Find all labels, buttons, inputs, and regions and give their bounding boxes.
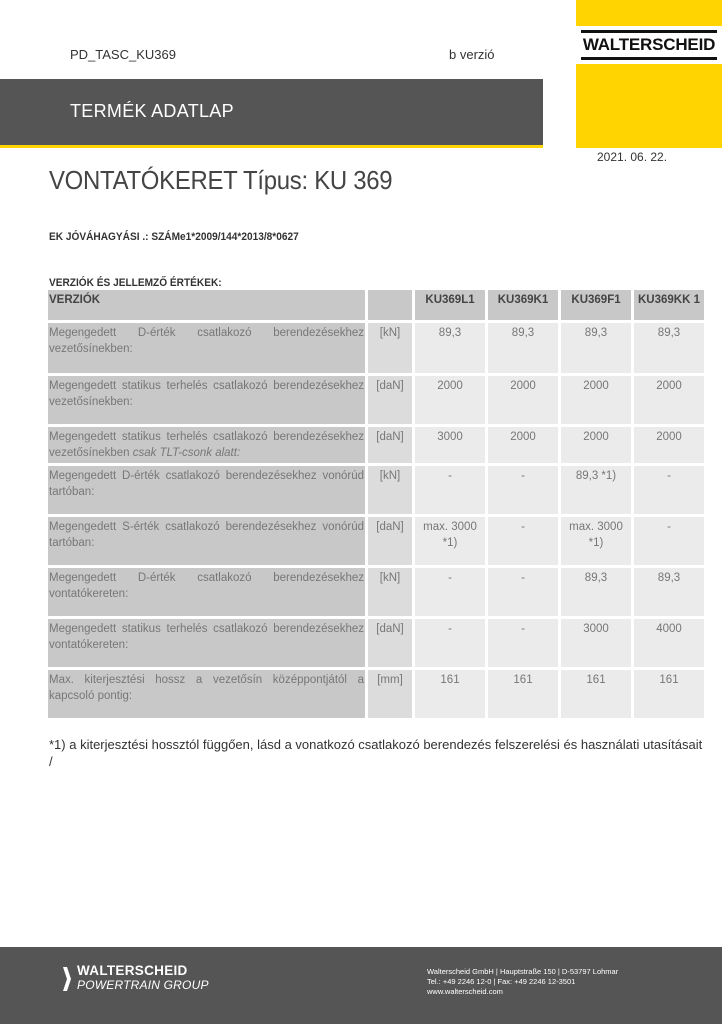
row-label: Megengedett statikus terhelés csatlakozó berendezésekhez vontatókereten: <box>48 619 365 667</box>
row-value: 161 <box>634 670 704 718</box>
footer-brand <box>77 963 209 992</box>
table-row <box>48 568 704 616</box>
row-value: - <box>415 568 485 616</box>
document-date: 2021. 06. 22. <box>597 150 668 164</box>
header-versions-label: VERZIÓK <box>48 290 365 320</box>
row-value: - <box>634 517 704 565</box>
banner-accent-line <box>0 145 543 148</box>
column-header: KU369K1 <box>488 290 558 320</box>
row-value: 3000 <box>415 427 485 463</box>
column-header: KU369L1 <box>415 290 485 320</box>
row-value: 89,3 <box>415 323 485 373</box>
row-value: - <box>488 466 558 514</box>
row-value: 161 <box>488 670 558 718</box>
row-value: 2000 <box>634 427 704 463</box>
logo-text: WALTERSCHEID <box>581 30 717 60</box>
table-row <box>48 427 704 463</box>
row-value: 2000 <box>415 376 485 424</box>
footnote: *1) a kiterjesztési hossztól függően, lásd a vonatkozó csatlakozó berendezés felszerelési és használati utasításait / <box>49 737 703 769</box>
table-row <box>48 323 704 373</box>
table-heading: VERZIÓK ÉS JELLEMZŐ ÉRTÉKEK: <box>49 277 222 289</box>
row-value: 2000 <box>561 376 631 424</box>
row-value: 89,3 <box>561 323 631 373</box>
footer-website-link[interactable]: www.walterscheid.com <box>427 987 503 996</box>
row-value: 89,3 <box>634 568 704 616</box>
footer-brand-name: WALTERSCHEID <box>77 963 188 978</box>
footer-contact-line: Tel.: +49 2246 12-0 | Fax: +49 2246 12-3501 <box>427 977 576 986</box>
row-value: - <box>634 466 704 514</box>
row-value: max. 3000 *1) <box>561 517 631 565</box>
row-value: - <box>488 517 558 565</box>
row-value: 4000 <box>634 619 704 667</box>
table-row <box>48 376 704 424</box>
row-unit: [daN] <box>368 427 412 463</box>
table-header-row <box>48 290 704 320</box>
row-value: 89,3 <box>488 323 558 373</box>
walterscheid-mark-icon <box>61 965 73 993</box>
row-value: 89,3 <box>561 568 631 616</box>
row-unit: [kN] <box>368 568 412 616</box>
row-unit: [kN] <box>368 466 412 514</box>
footer-address-line: Walterscheid GmbH | Hauptstraße 150 | D-53797 Lohmar <box>427 967 619 976</box>
row-value: 2000 <box>634 376 704 424</box>
row-unit: [daN] <box>368 517 412 565</box>
document-code: PD_TASC_KU369 <box>70 47 176 62</box>
row-label: Megengedett D-érték csatlakozó berendezésekhez vontatókereten: <box>48 568 365 616</box>
approval-number: EK JÓVÁHAGYÁSI .: SZÁMe1*2009/144*2013/8*0627 <box>49 231 299 243</box>
column-header: KU369F1 <box>561 290 631 320</box>
page-title: VONTATÓKERET Típus: KU 369 <box>49 165 393 195</box>
header-unit-cell <box>368 290 412 320</box>
row-value: - <box>488 619 558 667</box>
row-unit: [daN] <box>368 376 412 424</box>
table-row <box>48 670 704 718</box>
row-value: - <box>415 619 485 667</box>
row-value: - <box>415 466 485 514</box>
row-value: 2000 <box>488 376 558 424</box>
banner-title: TERMÉK ADATLAP <box>70 101 234 121</box>
row-label: Max. kiterjesztési hossz a vezetősín középpontjától a kapcsoló pontig: <box>48 670 365 718</box>
document-version: b verzió <box>449 47 495 62</box>
walterscheid-logo <box>576 26 722 64</box>
row-value: 89,3 *1) <box>561 466 631 514</box>
row-value: 2000 <box>488 427 558 463</box>
brand-yellow-block <box>576 0 722 148</box>
row-value: 2000 <box>561 427 631 463</box>
column-header: KU369KK 1 <box>634 290 704 320</box>
row-label: Megengedett D-érték csatlakozó berendezésekhez vezetősínekben: <box>48 323 365 373</box>
table-row <box>48 466 704 514</box>
row-value: 161 <box>561 670 631 718</box>
row-label-italic: csak TLT-csonk alatt: <box>132 447 241 459</box>
row-value: 89,3 <box>634 323 704 373</box>
row-unit: [daN] <box>368 619 412 667</box>
row-value: - <box>488 568 558 616</box>
row-value: max. 3000 *1) <box>415 517 485 565</box>
row-value: 3000 <box>561 619 631 667</box>
row-label: Megengedett statikus terhelés csatlakozó berendezésekhez vezetősínekben csak TLT-csonk alatt: <box>48 427 365 463</box>
row-value: 161 <box>415 670 485 718</box>
table-row <box>48 619 704 667</box>
row-unit: [kN] <box>368 323 412 373</box>
row-label: Megengedett D-érték csatlakozó berendezésekhez vonórúd tartóban: <box>48 466 365 514</box>
footer-brand-group: POWERTRAIN GROUP <box>77 978 209 992</box>
table-row <box>48 517 704 565</box>
footer-address <box>427 967 618 997</box>
row-label: Megengedett statikus terhelés csatlakozó berendezésekhez vezetősínekben: <box>48 376 365 424</box>
row-unit: [mm] <box>368 670 412 718</box>
row-label: Megengedett S-érték csatlakozó berendezésekhez vonórúd tartóban: <box>48 517 365 565</box>
specification-table <box>45 287 707 721</box>
